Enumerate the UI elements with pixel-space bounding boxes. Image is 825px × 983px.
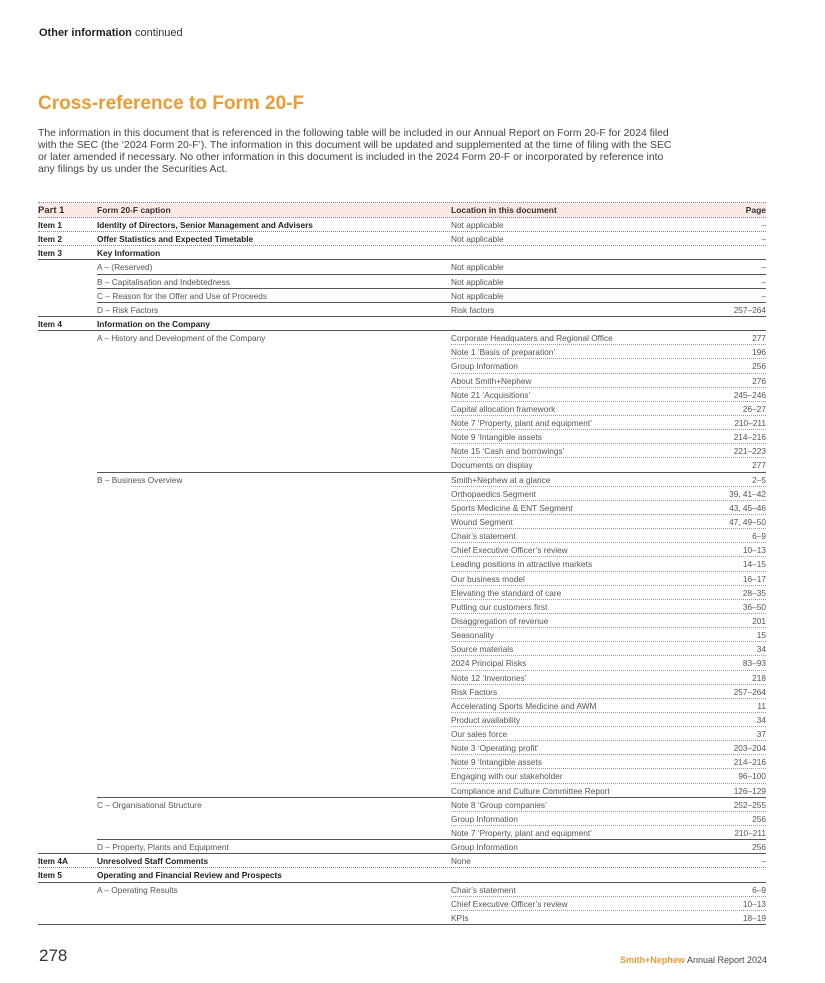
table-row: [38, 911, 766, 925]
row-location: Orthopaedics Segment: [451, 488, 536, 499]
row-caption: Information on the Company: [97, 318, 210, 329]
table-row: [38, 642, 766, 656]
row-location: Disaggregation of revenue: [451, 615, 549, 626]
table-row: [38, 628, 766, 642]
row-location: Not applicable: [451, 262, 504, 273]
table-row: [38, 246, 766, 260]
row-location: Documents on display: [451, 460, 533, 471]
table-row: [38, 727, 766, 741]
row-page: 277: [752, 333, 766, 344]
table-row: [38, 374, 766, 388]
table-row: [38, 713, 766, 727]
table-row: [38, 699, 766, 713]
table-row: [38, 614, 766, 628]
row-location: Note 3 ‘Operating profit’: [451, 743, 539, 754]
row-location: Not applicable: [451, 276, 504, 287]
row-page: 6–9: [752, 531, 766, 542]
page-number: 278: [39, 946, 68, 965]
row-page: 221–223: [733, 446, 766, 457]
table-row: [38, 359, 766, 373]
report-name: Annual Report 2024: [686, 955, 767, 965]
table-row: [38, 402, 766, 416]
row-location: Source materials: [451, 644, 514, 655]
row-caption: Key Information: [97, 248, 161, 259]
row-location: Note 12 ‘Inventories’: [451, 672, 527, 683]
row-caption: Operating and Financial Review and Prospects: [97, 870, 282, 881]
row-page: 257–264: [733, 304, 766, 315]
row-page: –: [761, 276, 766, 287]
section-name: Other information: [39, 27, 132, 39]
row-page: 256: [752, 361, 766, 372]
row-location: Compliance and Culture Committee Report: [451, 785, 610, 796]
cross-reference-table: [38, 203, 766, 925]
row-page: 10–13: [742, 898, 766, 909]
row-caption: B – Capitalisation and Indebtedness: [97, 276, 230, 287]
row-page: 14–15: [742, 559, 766, 570]
row-page: 203–204: [733, 743, 766, 754]
row-caption: Unresolved Staff Comments: [97, 856, 209, 867]
row-location: Group Information: [451, 813, 518, 824]
header-location: Location in this document: [451, 205, 557, 215]
row-location: Our business model: [451, 573, 525, 584]
row-page: –: [761, 290, 766, 301]
table-row: [38, 543, 766, 557]
table-row: [38, 303, 766, 317]
row-caption: Identity of Directors, Senior Management and Advisers: [97, 220, 313, 230]
row-page: 26–27: [742, 403, 766, 414]
row-page: 16–17: [742, 573, 766, 584]
table-row: [38, 572, 766, 586]
row-item: Item 5: [38, 870, 62, 881]
table-row: [38, 416, 766, 430]
row-page: –: [761, 234, 766, 245]
row-page: 256: [752, 813, 766, 824]
row-location: Product availability: [451, 714, 521, 725]
table-row: [38, 232, 766, 246]
row-caption: A – (Reserved): [97, 262, 153, 273]
table-row: [38, 388, 766, 402]
table-row: [38, 345, 766, 359]
row-location: Our sales force: [451, 729, 508, 740]
table-row: [38, 656, 766, 670]
table-row: [38, 260, 766, 274]
row-page: 210–211: [734, 417, 766, 428]
row-page: 276: [752, 375, 766, 386]
row-page: –: [761, 856, 766, 867]
row-location: Not applicable: [451, 234, 504, 245]
row-page: 210–211: [734, 828, 766, 839]
table-row: [38, 218, 766, 232]
table-row: [38, 784, 766, 798]
row-location: Note 1 ‘Basis of preparation’: [451, 347, 556, 358]
row-location: Chair’s statement: [451, 884, 516, 895]
row-page: 39, 41–42: [729, 488, 766, 499]
row-location: None: [451, 856, 471, 867]
row-location: Risk Factors: [451, 686, 498, 697]
table-row: [38, 473, 766, 487]
intro-paragraph: The information in this document that is referenced in the following table will be included in our Annual Report on Form 20-F for 2024 filed with the SEC (the ‘2024 Form 20-F’). The information in this document will be updated and supplemented at the time of filing with the SEC or later amended if necessary. No other information in this document is included in the 2024 Form 20-F or incorporated by reference into any filings by us under the Securities Act.: [38, 128, 672, 175]
row-page: 214–216: [733, 432, 766, 443]
row-page: 196: [752, 347, 766, 358]
table-row: [38, 755, 766, 769]
row-page: 18–19: [742, 912, 766, 923]
running-header: [39, 27, 183, 39]
row-item: Item 1: [38, 220, 62, 230]
row-page: 43, 45–46: [729, 502, 766, 513]
row-location: Chief Executive Officer’s review: [451, 545, 568, 556]
header-part: Part 1: [38, 205, 65, 216]
row-location: Not applicable: [451, 220, 504, 230]
table-row: [38, 458, 766, 472]
row-location: Note 7 ‘Property, plant and equipment’: [451, 828, 592, 839]
row-location: Note 9 ‘Intangible assets: [451, 432, 542, 443]
row-page: 126–129: [733, 785, 766, 796]
row-page: 10–13: [742, 545, 766, 556]
table-row: [38, 430, 766, 444]
row-caption: C – Reason for the Offer and Use of Proceeds: [97, 290, 268, 301]
row-page: 201: [752, 615, 766, 626]
header-page: Page: [745, 205, 766, 215]
row-item: Item 2: [38, 234, 62, 245]
row-location: Note 15 ‘Cash and borrowings’: [451, 446, 565, 457]
row-page: 218: [752, 672, 766, 683]
table-row: [38, 331, 766, 345]
row-location: Engaging with our stakeholder: [451, 771, 563, 782]
row-item: Item 3: [38, 248, 62, 259]
row-location: Chair’s statement: [451, 531, 516, 542]
row-location: Note 8 ‘Group companies’: [451, 799, 547, 810]
row-caption: A – History and Development of the Company: [97, 333, 266, 344]
row-page: 15: [756, 630, 766, 641]
row-caption: C – Organisational Structure: [97, 799, 202, 810]
table-row: [38, 444, 766, 458]
row-caption: Offer Statistics and Expected Timetable: [97, 234, 254, 245]
row-location: Note 7 ‘Property, plant and equipment’: [451, 417, 592, 428]
row-page: 252–255: [733, 799, 766, 810]
row-page: 34: [756, 714, 766, 725]
row-location: Smith+Nephew at a glance: [451, 474, 551, 485]
table-row: [38, 529, 766, 543]
table-row: [38, 798, 766, 812]
row-location: Risk factors: [451, 304, 495, 315]
row-location: Not applicable: [451, 290, 504, 301]
table-row: [38, 685, 766, 699]
brand-name: Smith+Nephew: [620, 955, 685, 965]
continued-label: continued: [134, 27, 183, 39]
row-location: Note 9 ‘Intangible assets: [451, 757, 542, 768]
row-page: 256: [752, 842, 766, 853]
row-caption: A – Operating Results: [97, 884, 178, 895]
row-location: Leading positions in attractive markets: [451, 559, 593, 570]
row-page: –: [761, 262, 766, 273]
table-row: [38, 289, 766, 303]
row-location: Accelerating Sports Medicine and AWM: [451, 700, 597, 711]
table-row: [38, 812, 766, 826]
table-row: [38, 741, 766, 755]
table-row: [38, 671, 766, 685]
row-page: 2–5: [752, 474, 766, 485]
row-page: 28–35: [742, 587, 766, 598]
row-location: Sports Medicine & ENT Segment: [451, 502, 573, 513]
row-location: Seasonality: [451, 630, 494, 641]
row-page: 214–216: [733, 757, 766, 768]
row-page: 11: [757, 700, 766, 711]
table-row: [38, 501, 766, 515]
table-row: [38, 854, 766, 868]
row-location: Elevating the standard of care: [451, 587, 562, 598]
row-location: About Smith+Nephew: [451, 375, 532, 386]
row-location: KPIs: [451, 912, 469, 923]
row-page: 83–93: [742, 658, 766, 669]
header-caption: Form 20-F caption: [97, 205, 171, 215]
table-row: [38, 826, 766, 840]
table-row: [38, 769, 766, 783]
row-page: –: [761, 220, 766, 230]
table-row: [38, 487, 766, 501]
row-caption: D – Property, Plants and Equipment: [97, 842, 229, 853]
row-page: 96–100: [738, 771, 766, 782]
row-location: Capital allocation framework: [451, 403, 556, 414]
row-location: Corporate Headquaters and Regional Office: [451, 333, 613, 344]
row-location: Note 21 ‘Acquisitions’: [451, 389, 531, 400]
table-row: [38, 883, 766, 897]
table-row: [38, 840, 766, 854]
row-page: 6–9: [752, 884, 766, 895]
table-row: [38, 868, 766, 882]
table-header-row: [38, 203, 766, 218]
table-row: [38, 586, 766, 600]
table-row: [38, 317, 766, 331]
page-title: Cross-reference to Form 20-F: [38, 93, 305, 114]
row-location: Wound Segment: [451, 516, 513, 527]
row-page: 36–50: [742, 601, 766, 612]
row-location: Chief Executive Officer’s review: [451, 898, 568, 909]
row-page: 277: [752, 460, 766, 471]
row-caption: B – Business Overview: [97, 474, 183, 485]
row-item: Item 4A: [38, 856, 68, 867]
table-row: [38, 515, 766, 529]
footer-brand: [620, 955, 767, 965]
table-row: [38, 600, 766, 614]
row-caption: D – Risk Factors: [97, 304, 159, 315]
row-page: 245–246: [733, 389, 766, 400]
table-row: [38, 897, 766, 911]
row-location: Group Information: [451, 361, 518, 372]
row-item: Item 4: [38, 318, 62, 329]
table-row: [38, 275, 766, 289]
row-location: Group Information: [451, 842, 518, 853]
row-page: 34: [756, 644, 766, 655]
table-row: [38, 557, 766, 571]
row-location: 2024 Principal Risks: [451, 658, 527, 669]
row-page: 47, 49–50: [729, 516, 766, 527]
row-location: Putting our customers first: [451, 601, 548, 612]
row-page: 257–264: [733, 686, 766, 697]
row-page: 37: [756, 729, 766, 740]
